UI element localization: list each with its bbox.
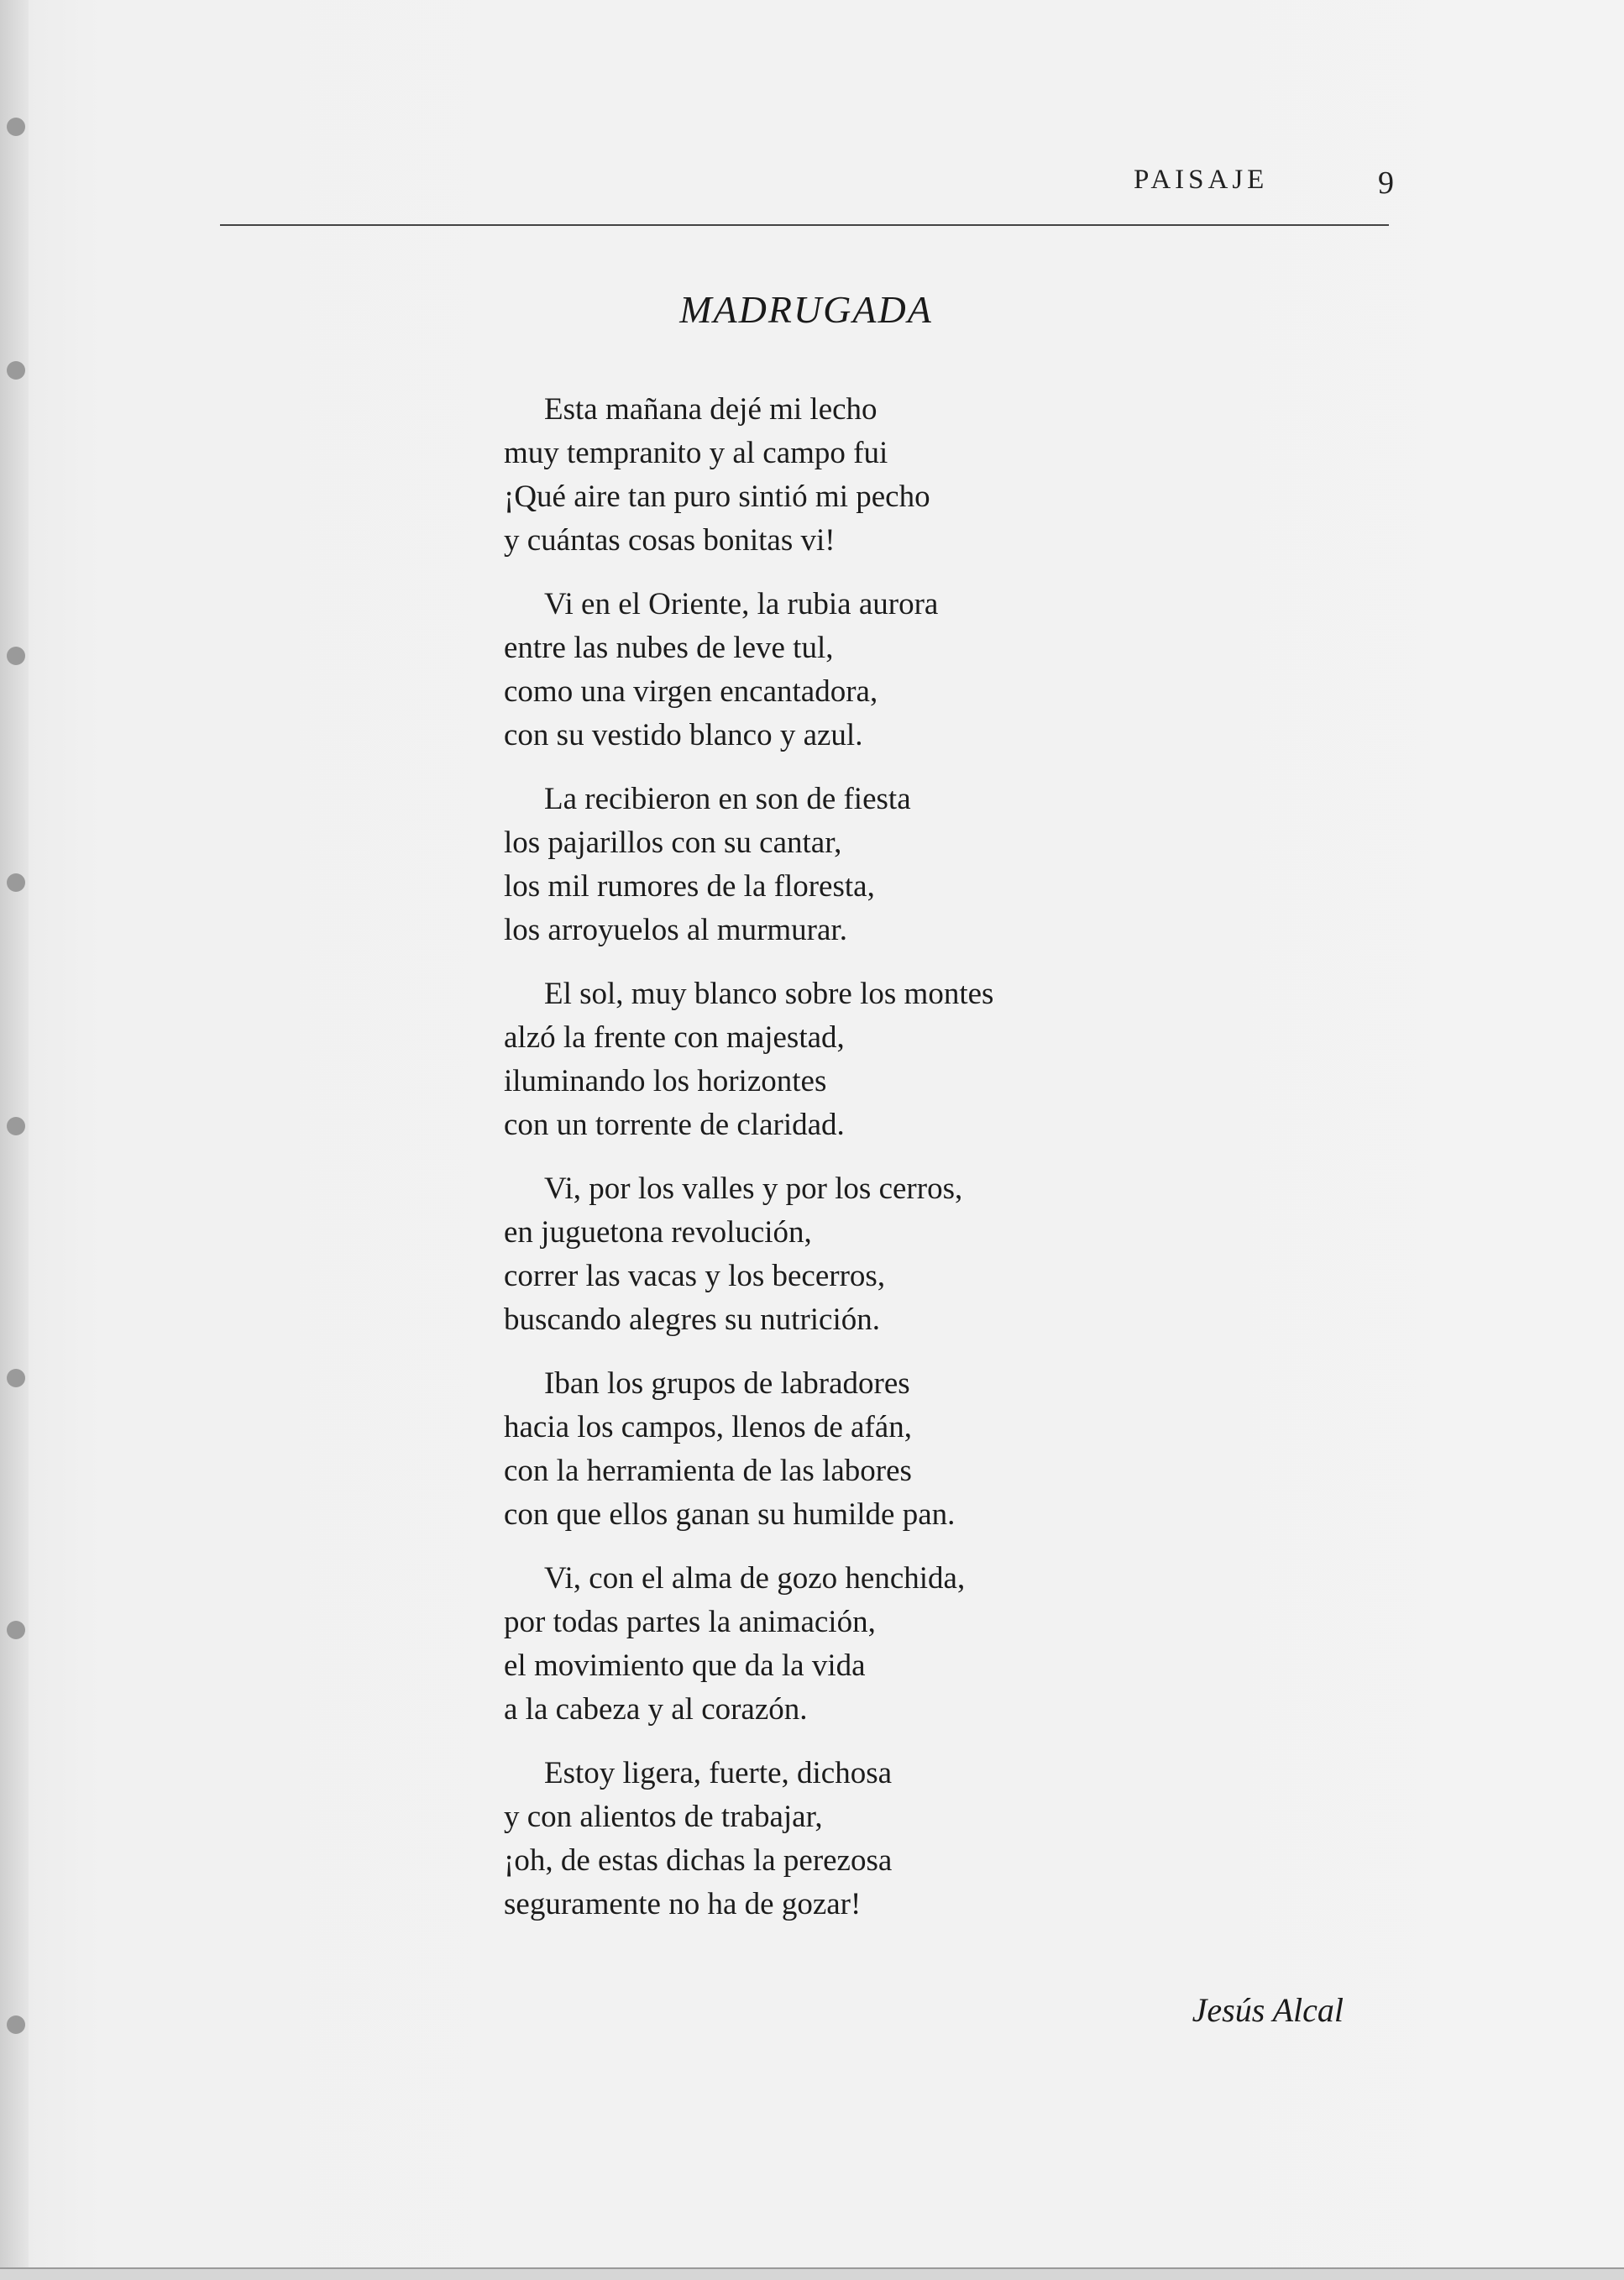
poem-line: El sol, muy blanco sobre los montes — [544, 977, 994, 1011]
poem-line: como una virgen encantadora, — [504, 674, 878, 709]
stanza — [504, 778, 1176, 952]
running-title: PAISAJE — [1134, 165, 1269, 195]
poem-line: con un torrente de claridad. — [504, 1108, 845, 1142]
header-rule — [220, 224, 1389, 226]
poem-line: con la herramienta de las labores — [504, 1454, 912, 1488]
poem-line: Estoy ligera, fuerte, dichosa — [544, 1756, 893, 1790]
poem-line: iluminando los horizontes — [504, 1064, 827, 1098]
poem-line: con que ellos ganan su humilde pan. — [504, 1497, 956, 1532]
poem-line: por todas partes la animación, — [504, 1605, 876, 1639]
poem-line: buscando alegres su nutrición. — [504, 1302, 880, 1337]
punch-hole — [7, 1117, 25, 1135]
punch-hole — [7, 873, 25, 892]
poem-line: correr las vacas y los becerros, — [504, 1259, 886, 1293]
stanza — [504, 1752, 1176, 1926]
binding-edge — [0, 0, 29, 2280]
poem-line: ¡Qué aire tan puro sintió mi pecho — [504, 480, 930, 514]
punch-hole — [7, 647, 25, 665]
poem-line: alzó la frente con majestad, — [504, 1020, 845, 1055]
poem-line: y con alientos de trabajar, — [504, 1800, 823, 1834]
poem-author: Jesús Alcal — [1192, 1991, 1344, 2029]
page-number: 9 — [1378, 165, 1394, 201]
poem-line: con su vestido blanco y azul. — [504, 718, 863, 752]
poem-line: seguramente no ha de gozar! — [504, 1887, 862, 1921]
poem-line: en juguetona revolución, — [504, 1215, 812, 1250]
poem-line: y cuántas cosas bonitas vi! — [504, 523, 836, 558]
poem-line: ¡oh, de estas dichas la perezosa — [504, 1843, 893, 1878]
poem-line: a la cabeza y al corazón. — [504, 1692, 808, 1727]
punch-hole — [7, 1621, 25, 1639]
stanza — [504, 972, 1176, 1147]
poem-line: Vi, con el alma de gozo henchida, — [544, 1561, 966, 1596]
poem-line: Esta mañana dejé mi lecho — [544, 392, 877, 427]
page-bottom-edge — [0, 2267, 1624, 2280]
poem-line: los mil rumores de la floresta, — [504, 869, 875, 904]
stanza — [504, 1362, 1176, 1537]
stanza — [504, 1557, 1176, 1732]
poem-line: muy tempranito y al campo fui — [504, 436, 888, 470]
poem-line: Vi, por los valles y por los cerros, — [544, 1171, 963, 1206]
poem-line: los pajarillos con su cantar, — [504, 826, 842, 860]
poem-line: entre las nubes de leve tul, — [504, 631, 834, 665]
poem-line: Iban los grupos de labradores — [544, 1366, 910, 1401]
poem-line: Vi en el Oriente, la rubia aurora — [544, 587, 939, 621]
punch-hole — [7, 2015, 25, 2034]
poem-line: La recibieron en son de fiesta — [544, 782, 911, 816]
page-header — [1125, 165, 1394, 201]
punch-hole — [7, 1369, 25, 1387]
stanza — [504, 388, 1176, 563]
poem-body — [504, 388, 1176, 1947]
punch-hole — [7, 361, 25, 380]
poem-title: MADRUGADA — [679, 288, 933, 331]
poem-line: el movimiento que da la vida — [504, 1648, 866, 1683]
poem-line: hacia los campos, llenos de afán, — [504, 1410, 912, 1444]
poem-line: los arroyuelos al murmurar. — [504, 913, 847, 947]
stanza — [504, 1167, 1176, 1342]
stanza — [504, 583, 1176, 757]
punch-hole — [7, 118, 25, 136]
